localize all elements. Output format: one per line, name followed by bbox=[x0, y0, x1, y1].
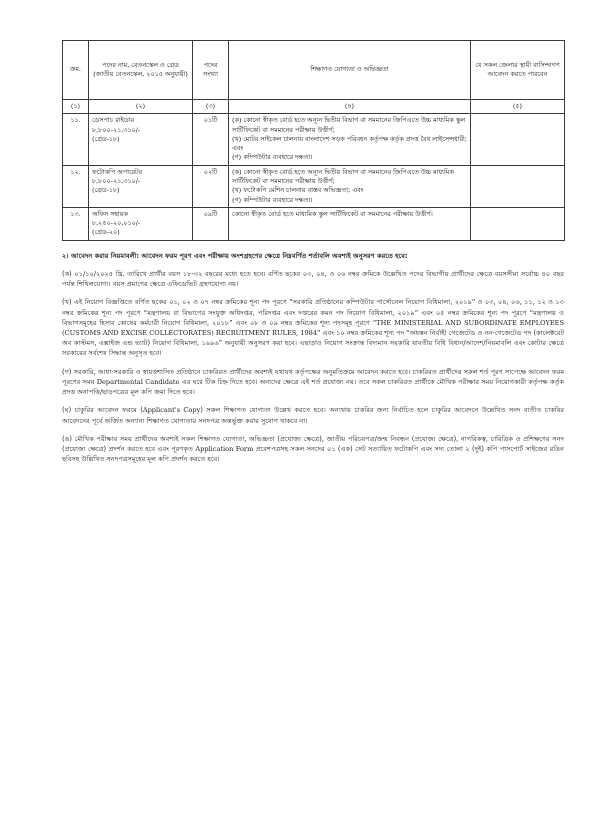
header-post: পদের নাম, বেতনস্কেল ও গ্রেড (জাতীয় বেতনস্কেল, ২০১৫ অনুযায়ী) bbox=[89, 41, 193, 100]
rule-kh-latin: THE MINISTERIAL AND SUBORDINATE EMPLOYEES (CUSTOMS AND EXCISE COLLECTORATES) RECRUITMENT RULES, 1984 bbox=[62, 318, 564, 337]
row-qualification bbox=[229, 114, 471, 165]
rules-heading: ২। আবেদন করার নিয়মাবলী: আবেদন ফরম পূরণ এবং পরীক্ষায় অংশগ্রহণের ক্ষেত্রে নিম্নবর্ণিত শর্তাবলি অবশ্যই অনুসরণ করতে হবে: bbox=[62, 251, 408, 260]
table-index-row bbox=[63, 100, 565, 114]
post-scale: ৮,৮০০-২১,৩১০/- bbox=[92, 125, 141, 134]
table-header-row bbox=[63, 41, 565, 100]
qualification-item: (গ) কম্পিউটার ব্যবহারে দক্ষতা। bbox=[232, 153, 313, 162]
post-name: ডেসপাচ রাইডার bbox=[92, 116, 134, 125]
row-post bbox=[89, 207, 193, 240]
row-post bbox=[89, 165, 193, 207]
post-grade: (গ্রেড-১৮) bbox=[92, 134, 120, 143]
post-scale: ৮,৮০০-২১,৩১০/- bbox=[92, 176, 141, 185]
application-rules bbox=[62, 251, 564, 465]
header-count: পদের সংখ্যা bbox=[193, 41, 229, 100]
row-serial: ১৩. bbox=[63, 207, 89, 240]
row-count: ০২টি bbox=[193, 165, 229, 207]
post-name: অফিস সহায়ক bbox=[92, 209, 128, 218]
post-grade: (গ্রেড-১৮) bbox=[92, 186, 120, 195]
qualification-item: (ক) কোনো স্বীকৃত বোর্ড হতে অন্যূন দ্বিতীয় বিভাগ বা সমমানের জিপিএতে উচ্চ মাধ্যমিক সার্টিফিকেট বা সমমানের পরীক্ষায় উত্তীর্ণ; bbox=[232, 167, 454, 185]
rule-gh-text-end: ) সকল শিক্ষাগত যোগ্যতা উল্লেখ করতে হবে। অন্যথায় চাকরির জন্য নির্বাচিত হলে চাকুরির আবেদনে উল্লেখিত সনদ ব্যতীত চাকরির আবেদনের পূর্বে অর্জিত অন্যান্য শিক্ষাগত যোগ্যতার সনদপত্র অন্তর্ভুক্ত করার সুযোগ থাকবে না। bbox=[62, 406, 564, 425]
qualification-item: (গ) কম্পিউটার ব্যবহারে দক্ষতা। bbox=[232, 195, 313, 204]
index-cell: (১) bbox=[63, 100, 89, 114]
rule-gh-latin: Applicant's Copy bbox=[142, 406, 201, 415]
qualification-item: (খ) ফটোকপি মেশিন চালনায় বাস্তব অভিজ্ঞতা; এবং bbox=[232, 186, 364, 195]
row-qualification bbox=[229, 207, 471, 240]
rule-ng-text-end: প্রবেশপত্রসহ সকল সনদের ০১ (এক) সেট সত্যায়িত ফটোকপি এবং সদ্য তোলা ২ (দুই) কপি পাসপোর্ট সাইজের রঙিন ছবিসহ উল্লিখিত সনদপত্রসমূহের মূল কপি প্রদর্শন করতে হবে। bbox=[62, 444, 564, 464]
rule-g-text-end: এর ঘরে টিক চিহ্ন দিতে হবে। অন্যদের ক্ষেত্রে এই শর্ত প্রযোজ্য নয়। তবে সকল চাকরিরত প্রার্থীকে মৌখিক পরীক্ষার সময় নিয়োগকারী কর্তৃপক্ষ কর্তৃক প্রদত্ত অনাপত্তি/ছাড়পত্রের মূল কপি জমা দিতে হবে। bbox=[62, 377, 564, 397]
qualification-item: (ক) কোনো স্বীকৃত বোর্ড হতে অন্যূন দ্বিতীয় বিভাগ বা সমমানের জিপিএতে উচ্চ মাধ্যমিক স্কুল সার্টিফিকেট বা সমমানের পরীক্ষায় উত্তীর্ণ; bbox=[232, 116, 466, 134]
qualification-item: কোনো স্বীকৃত বোর্ড হতে মাধ্যমিক স্কুল সার্টিফিকেট বা সমমানের পরীক্ষায় উত্তীর্ণ। bbox=[232, 209, 433, 218]
header-district: যে সকল জেলার স্থায়ী বাসিন্দাগণ আবেদন করতে পারবেন bbox=[471, 41, 565, 100]
qualification-item: (খ) মোটর সাইকেল চালনায় বাংলাদেশ সড়ক পরিবহন কর্তৃপক্ষ কর্তৃক প্রদত্ত বৈধ লাইসেন্সধারী; এবং bbox=[232, 134, 467, 153]
post-grade: (গ্রেড-২০) bbox=[92, 228, 120, 237]
table-row bbox=[63, 207, 565, 240]
row-district bbox=[471, 207, 565, 240]
post-scale: ৮,২৫০-২০,০১০/- bbox=[92, 219, 141, 228]
index-cell: (২) bbox=[89, 100, 193, 114]
row-district bbox=[471, 165, 565, 207]
rule-gh-text: (ঘ) চাকুরির আবেদন ফরমে ( bbox=[62, 406, 143, 415]
rule-k: (ক) ০১/১০/২০২৫ খ্রি. তারিখে প্রার্থীর বয়স ১৮-৩২ বছরের মধ্যে হতে হবে। বর্ণিত ছকের ০৩, ০৪, ও ০৬ নম্বর ক্রমিকে উল্লেখিত পদের বিভাগীয় প্রার্থীদের ক্ষেত্রে বয়সসীমা সর্বোচ্চ ৪০ বছর পর্যন্ত শিথিলযোগ্য। বয়স প্রমাণের ক্ষেত্রে এফিডেভিট গ্রহণযোগ্য নয়। bbox=[62, 269, 564, 289]
row-qualification bbox=[229, 165, 471, 207]
rule-g-latin: Departmental Candidate bbox=[96, 377, 180, 386]
index-cell: (৩) bbox=[193, 100, 229, 114]
header-qualification: শিক্ষাগত যোগ্যতা ও অভিজ্ঞতা bbox=[229, 41, 471, 100]
post-name: ফটোকপি অপারেটর bbox=[92, 167, 143, 176]
row-district bbox=[471, 114, 565, 165]
rule-g bbox=[62, 367, 564, 398]
row-serial: ১১. bbox=[63, 114, 89, 165]
row-post bbox=[89, 114, 193, 165]
rule-ng bbox=[62, 434, 564, 465]
recruitment-table bbox=[62, 40, 565, 241]
index-cell: (৫) bbox=[471, 100, 565, 114]
rule-gh bbox=[62, 405, 564, 425]
rule-kh-text: (খ) এই নিয়োগ বিজ্ঞপ্তিতে বর্ণিত ছকের ০১, ০২ ও ০৭ নম্বর ক্রমিকের শূন্য পদ পূরণে “সরকারি প্রতিষ্ঠানের কম্পিউটার পার্সোনেল নিয়োগ বিধিমালা, ২০১৯” ও ০৩, ০৪, ০৬, ১১, ১২ ও ১৩ নম্বর ক্রমিকের শূন্য পদ পূরণে “মন্ত্রণালয় বা বিভাগের সংযুক্ত অধিদপ্তর, পরিদপ্তর এবং দপ্তরের কমন পদ নিয়োগ বিধিমালা, ২০১৯” এবং ০৫ নম্বর ক্রমিকের শূন্য পদ পূরণে “মন্ত্রণালয় ও বিভাগসমূহের হিসাব কোষের কর্মচারী নিয়োগ বিধিমালা, ২০১৮” এবং ০৮ ও ০৯ নম্বর ক্রমিকের শূন্য পদসমূহ পূরণে “ bbox=[62, 298, 564, 327]
table-row bbox=[63, 114, 565, 165]
rule-kh-text-end: ” এবং ১০ নম্বর ক্রমিকের শূন্য পদ “অধস্তন নির্বাহী গেজেটেড ও নন-গেজেটেড পদ (কালেক্টরেট অব কাস্টমস, এক্সাইজ এন্ড ভ্যাট) নিয়োগ বিধিমালা, ১৯৯৬” অনুযায়ী অনুসরণ করা হবে। এছাড়াও নিয়োগ সংক্রান্ত বিদ্যমান সরকারি যাবতীয় বিধি বিধান/আদেশ/নিয়মাবলি এবং কোটার ক্ষেত্রে সরকারের সর্বশেষ সিদ্ধান্ত অনুসৃত হবে। bbox=[62, 328, 564, 358]
rule-ng-latin: Application Form bbox=[195, 444, 254, 453]
rule-ng-text: (ঙ) মৌখিক পরীক্ষার সময় প্রার্থীদের অবশ্যই সকল শিক্ষাগত যোগ্যতা, অভিজ্ঞতা (প্রযোজ্য ক্ষেত্রে), জাতীয় পরিচয়পত্র/জন্ম নিবন্ধন (প্রযোজ্য ক্ষেত্রে), নাগরিকত্ব, চারিত্রিক ও প্রশিক্ষণের সনদ (প্রযোজ্য ক্ষেত্রে) প্রদর্শন করতে হবে এবং পূরণকৃত bbox=[62, 434, 564, 453]
index-cell: (৪) bbox=[229, 100, 471, 114]
document-page bbox=[62, 40, 564, 464]
row-count: ০১টি bbox=[193, 114, 229, 165]
header-serial: ক্রম. bbox=[63, 41, 89, 100]
row-count: ০৯টি bbox=[193, 207, 229, 240]
rule-kh bbox=[62, 297, 564, 358]
rule-g-text: (গ) সরকারি, আধা-সরকারি ও স্বায়ত্তশাসিত প্রতিষ্ঠানে চাকরিরত প্রার্থীদের অবশ্যই যথাযথ কর্তৃপক্ষের অনুমতিক্রমে আবেদন করতে হবে। চাকরিরত প্রার্থীদের সকল শর্ত পূরণ সাপেক্ষে আবেদন ফরম পূরণের সময় bbox=[62, 367, 564, 386]
row-serial: ১২. bbox=[63, 165, 89, 207]
table-row bbox=[63, 165, 565, 207]
